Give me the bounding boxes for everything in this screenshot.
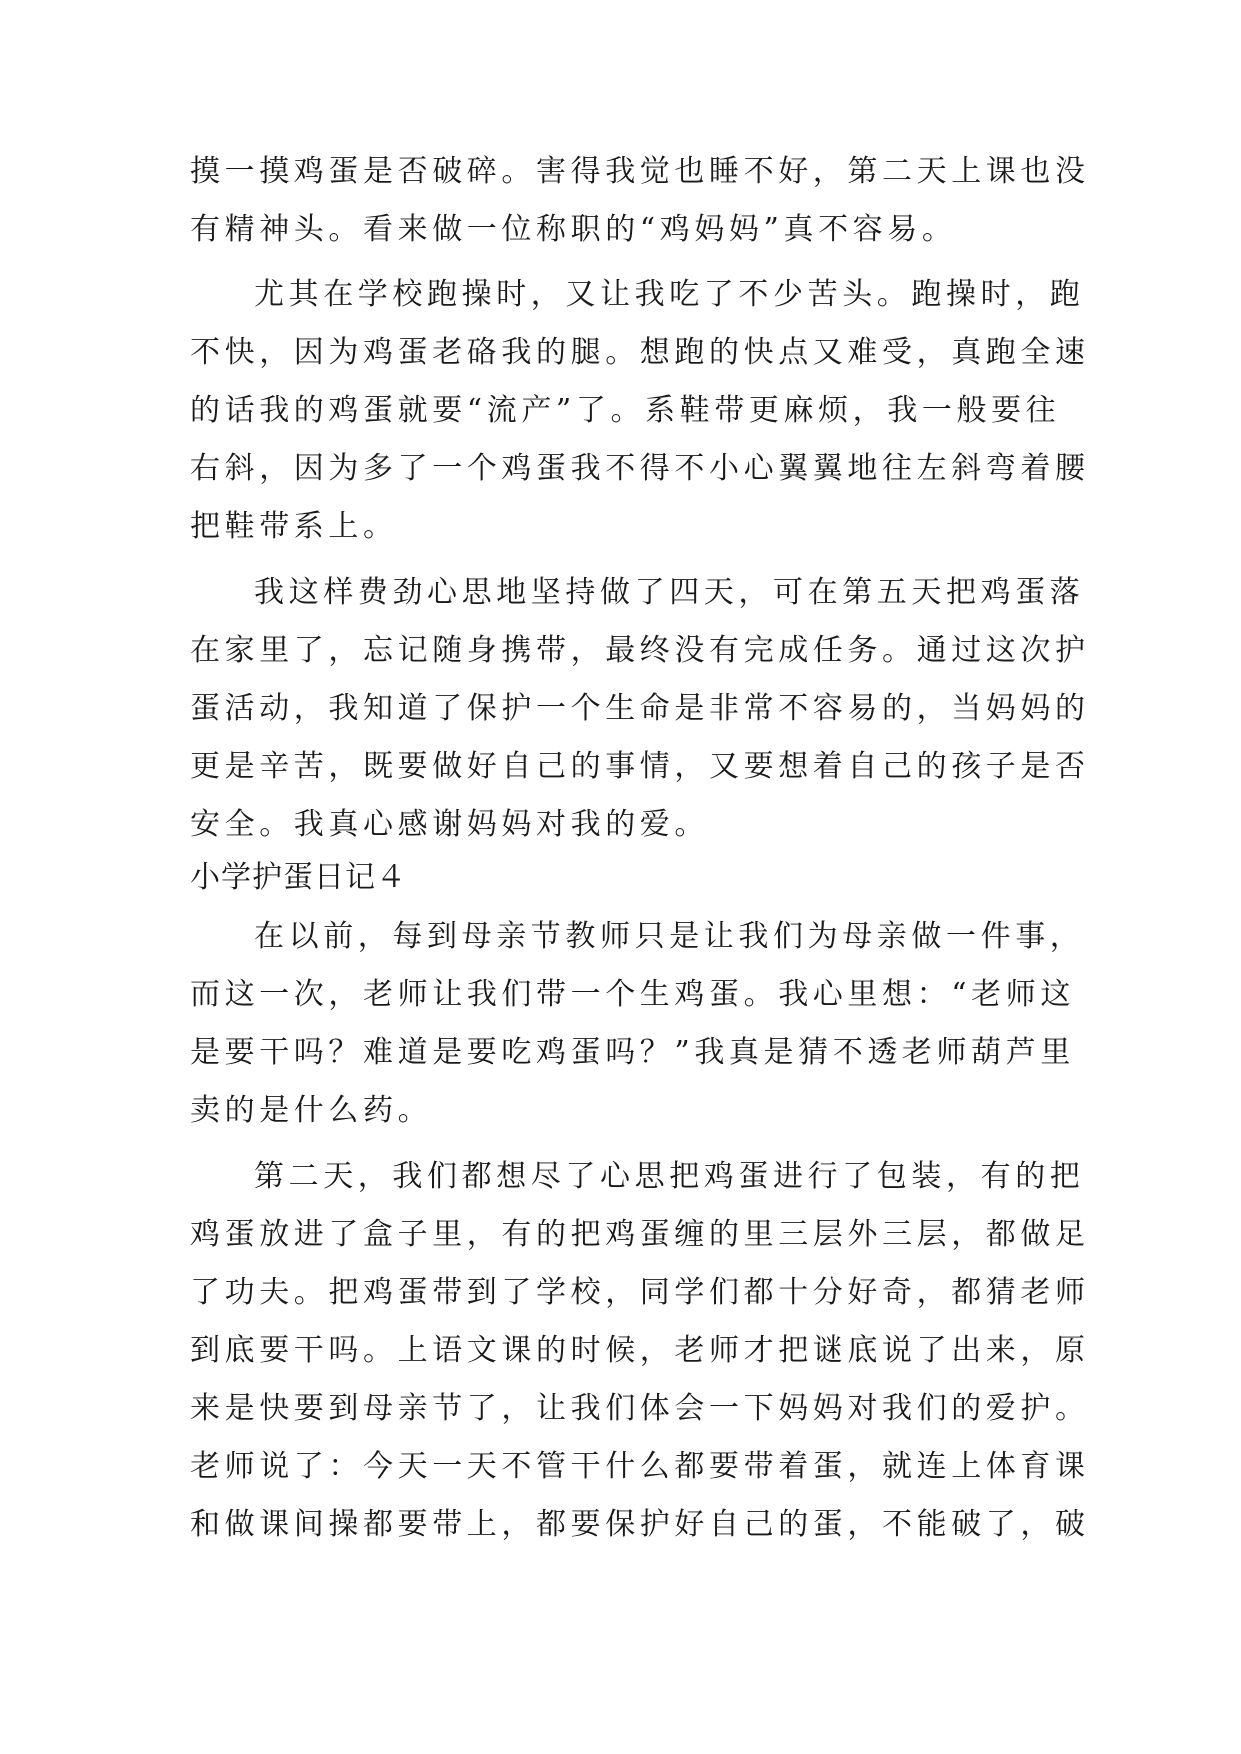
text-line: 老师说了：今天一天不管干什么都要带着蛋，就连上体育课 [190,1449,1090,1484]
text-line: 摸一摸鸡蛋是否破碎。害得我觉也睡不好，第二天上课也没 [190,154,1090,189]
section-heading: 小学护蛋日记４ [190,860,407,895]
text-line: 是要干吗？难道是要吃鸡蛋吗？”我真是猜不透老师葫芦里 [190,1035,1075,1070]
text-line: 来是快要到母亲节了，让我们体会一下妈妈对我们的爱护。 [190,1391,1090,1426]
text-line: 把鞋带系上。 [190,509,398,544]
text-line: 在以前，每到母亲节教师只是让我们为母亲做一件事， [254,919,1085,954]
text-line: 卖的是什么药。 [190,1093,433,1128]
text-line: 尤其在学校跑操时，又让我吃了不少苦头。跑操时，跑 [254,277,1085,312]
text-line: 在家里了，忘记随身携带，最终没有完成任务。通过这次护 [190,633,1090,668]
text-line: 的话我的鸡蛋就要“流产”了。系鞋带更麻烦，我一般要往 [190,393,1061,428]
text-line: 我这样费劲心思地坚持做了四天，可在第五天把鸡蛋落 [254,575,1085,610]
text-line: 更是辛苦，既要做好自己的事情，又要想着自己的孩子是否 [190,749,1090,784]
text-line: 右斜，因为多了一个鸡蛋我不得不小心翼翼地往左斜弯着腰 [190,451,1090,486]
text-line: 和做课间操都要带上，都要保护好自己的蛋，不能破了，破 [190,1507,1090,1542]
text-line: 第二天，我们都想尽了心思把鸡蛋进行了包装，有的把 [254,1159,1085,1194]
text-line: 鸡蛋放进了盒子里，有的把鸡蛋缠的里三层外三层，都做足 [190,1217,1090,1252]
text-line: 到底要干吗。上语文课的时候，老师才把谜底说了出来，原 [190,1333,1090,1368]
text-line: 而这一次，老师让我们带一个生鸡蛋。我心里想：“老师这 [190,977,1075,1012]
text-line: 不快，因为鸡蛋老硌我的腿。想跑的快点又难受，真跑全速 [190,335,1090,370]
text-line: 有精神头。看来做一位称职的“鸡妈妈”真不容易。 [190,212,957,247]
text-line: 安全。我真心感谢妈妈对我的爱。 [190,807,709,842]
text-line: 蛋活动，我知道了保护一个生命是非常不容易的，当妈妈的 [190,691,1090,726]
text-line: 了功夫。把鸡蛋带到了学校，同学们都十分好奇，都猜老师 [190,1275,1090,1310]
